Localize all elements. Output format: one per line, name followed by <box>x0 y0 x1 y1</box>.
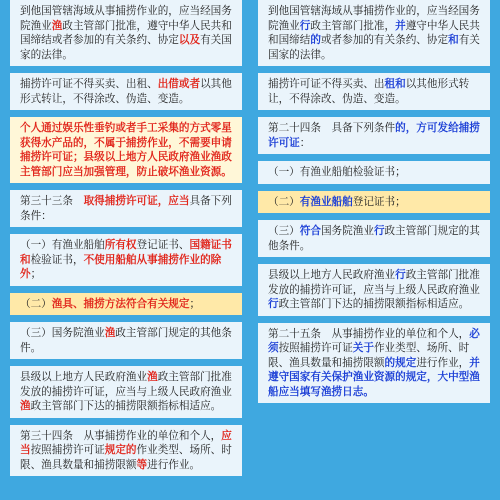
left-text: 政主管部门下达的捕捞限额指标相适应。 <box>30 400 222 412</box>
right-paragraph <box>258 73 490 110</box>
right-text: 按照捕捞许可证 <box>278 342 353 354</box>
right-text: （二） <box>268 195 300 208</box>
left-paragraph-text <box>20 238 232 282</box>
right-changed-text: 符合 <box>299 225 321 237</box>
right-changed-text: 的规定 <box>384 356 417 369</box>
left-changed-text: 渔 <box>51 19 63 32</box>
left-paragraph-text <box>20 297 232 312</box>
left-text: 到他国管辖海域从事捕捞作业的，应当经国务院渔业 <box>20 5 232 32</box>
left-text: 进行作业。 <box>147 458 201 471</box>
left-changed-text: 渔 <box>20 400 31 412</box>
right-paragraph-text <box>268 77 480 106</box>
left-text: 检验证书， <box>30 253 84 266</box>
right-text: 政主管部门批准发放的捕捞许可证，应当与上级人民政府渔业 <box>268 269 480 296</box>
right-text: 第二十五条 从事捕捞作业的单位和个人， <box>268 327 470 340</box>
right-text: 有关国家的法律。 <box>268 34 480 61</box>
left-paragraph <box>10 425 242 477</box>
right-paragraph <box>258 220 490 257</box>
left-paragraph <box>10 234 242 286</box>
left-text: 作业类型、场所、时限、渔具数量和捕捞限额 <box>20 444 232 471</box>
left-text: 政主管部门批准发放的捕捞许可证，应当与上级人民政府渔业 <box>20 371 232 398</box>
left-text: 县级以上地方人民政府渔业 <box>20 371 148 383</box>
right-changed-text: 并 <box>395 19 406 32</box>
right-text: 第二十四条 具备下列条件 <box>268 122 396 134</box>
right-paragraph-text <box>268 121 480 150</box>
left-changed-text: 渔 <box>104 327 116 339</box>
right-text: 政主管部门下达的捕捞限额指标相适应。 <box>278 298 470 310</box>
right-changed-text: 行 <box>299 19 311 32</box>
right-changed-text: 并遵守国家有关保护渔业资源的规定，大中型渔船应当填写渔捞日志。 <box>268 356 480 398</box>
left-changed-text: 渔 <box>147 371 158 383</box>
right-paragraph <box>258 264 490 316</box>
right-changed-text: 的 <box>310 34 321 46</box>
left-changed-text: 所有权 <box>104 239 137 251</box>
left-text: （一）有渔业船舶 <box>20 239 105 251</box>
right-paragraph <box>258 323 490 404</box>
left-changed-text: 取得捕捞许可证，应当 <box>83 195 190 207</box>
left-paragraph <box>10 117 242 183</box>
left-changed-text: 规定的 <box>104 444 137 456</box>
right-paragraph <box>258 161 490 184</box>
left-changed-text: 等 <box>136 458 148 471</box>
left-changed-text: 个人通过娱乐性垂钓或者手工采集的方式零星获得水产品的，不属于捕捞作业，不需要申请捕捞许可证；县级以上地方人民政府渔业渔政主管部门应当加强管理，防止破坏渔业资源。 <box>20 122 232 178</box>
left-text: 以其他形式转让，不得涂改、伪造、变造。 <box>20 78 232 105</box>
right-paragraph-text <box>268 327 480 400</box>
left-changed-text: 渔具、捕捞方法符合有关规定 <box>51 297 190 310</box>
left-paragraph <box>10 322 242 359</box>
right-paragraph-text <box>268 4 480 62</box>
right-text: ： <box>299 136 311 149</box>
right-changed-text: 行 <box>373 225 385 237</box>
left-changed-text: 以及 <box>178 34 201 46</box>
right-paragraph-text <box>268 165 480 180</box>
left-changed-text: 出借或者 <box>157 78 201 90</box>
right-changed-text: 行 <box>395 269 406 281</box>
left-changed-text: 应当 <box>20 429 232 456</box>
left-text: 有关国家的法律。 <box>20 34 232 61</box>
left-paragraph <box>10 0 242 66</box>
left-paragraph-text <box>20 429 232 473</box>
left-paragraph <box>10 190 242 227</box>
left-paragraph-text <box>20 121 232 179</box>
left-text: 按照捕捞许可证 <box>30 444 105 456</box>
right-changed-text: 关于 <box>352 342 374 354</box>
right-text: 县级以上地方人民政府渔业 <box>268 269 396 281</box>
right-changed-text: 和 <box>448 34 459 46</box>
left-changed-text: 国籍证书和 <box>20 239 232 266</box>
left-changed-text: 不使用船舶从事捕捞作业的除外 <box>20 253 222 280</box>
left-text: ； <box>30 268 42 280</box>
original-law-column <box>258 0 490 500</box>
right-text: 或者参加的有关条约、协定 <box>320 34 449 46</box>
right-changed-text: 租和 <box>384 78 406 90</box>
right-paragraph <box>258 191 490 214</box>
left-paragraph-text <box>20 370 232 414</box>
left-paragraph-text <box>20 77 232 106</box>
right-text: 以其他形式转让，不得涂改、伪造、变造。 <box>268 78 470 105</box>
right-text: 登记证书； <box>352 195 406 208</box>
left-paragraph-text <box>20 4 232 62</box>
right-text: 国务院渔业 <box>320 225 374 237</box>
right-text: 到他国管辖海域从事捕捞作业的，应当经国务院渔业 <box>268 5 480 32</box>
right-text: 政主管部门规定的其他条件。 <box>268 225 480 252</box>
right-text: （三） <box>268 225 300 237</box>
right-changed-text: 的，方可发给捕捞许可证 <box>268 122 480 149</box>
left-text: （二） <box>20 297 52 310</box>
left-text: 第三十三条 <box>20 195 84 207</box>
left-paragraph <box>10 366 242 418</box>
left-text: 政主管部门批准，遵守中华人民共和国缔结或者参加的有关条约、协定 <box>20 19 232 46</box>
right-text: 捕捞许可证不得买卖、出 <box>268 78 385 90</box>
left-text: ； <box>189 297 201 310</box>
left-paragraph <box>10 73 242 110</box>
right-paragraph <box>258 117 490 154</box>
left-text: （三）国务院渔业 <box>20 327 105 339</box>
right-text: 进行作业， <box>416 356 470 369</box>
right-text: 作业类型、场所、时限、渔具数量和捕捞限额 <box>268 342 470 369</box>
right-paragraph <box>258 0 490 66</box>
right-changed-text: 有渔业船舶 <box>299 195 353 208</box>
left-paragraph-text <box>20 326 232 355</box>
amended-law-column <box>10 0 242 500</box>
right-paragraph-text <box>268 268 480 312</box>
left-paragraph <box>10 293 242 316</box>
right-text: （一）有渔业船舶检验证书； <box>268 166 406 178</box>
left-text: 具备下列条件： <box>20 195 232 222</box>
left-text: 登记证书、 <box>136 239 190 251</box>
left-text: 第三十四条 从事捕捞作业的单位和个人， <box>20 429 222 442</box>
left-text: 政主管部门规定的其他条件。 <box>20 327 232 354</box>
left-text: 捕捞许可证不得买卖、出租、 <box>20 78 158 90</box>
right-paragraph-text <box>268 224 480 253</box>
right-paragraph-text <box>268 195 480 210</box>
right-changed-text: 行 <box>268 298 279 310</box>
right-changed-text: 必须 <box>268 327 480 354</box>
right-text: 政主管部门批准， <box>310 19 396 32</box>
left-paragraph-text <box>20 194 232 223</box>
right-text: 遵守中华人民共和国缔结 <box>268 19 480 46</box>
